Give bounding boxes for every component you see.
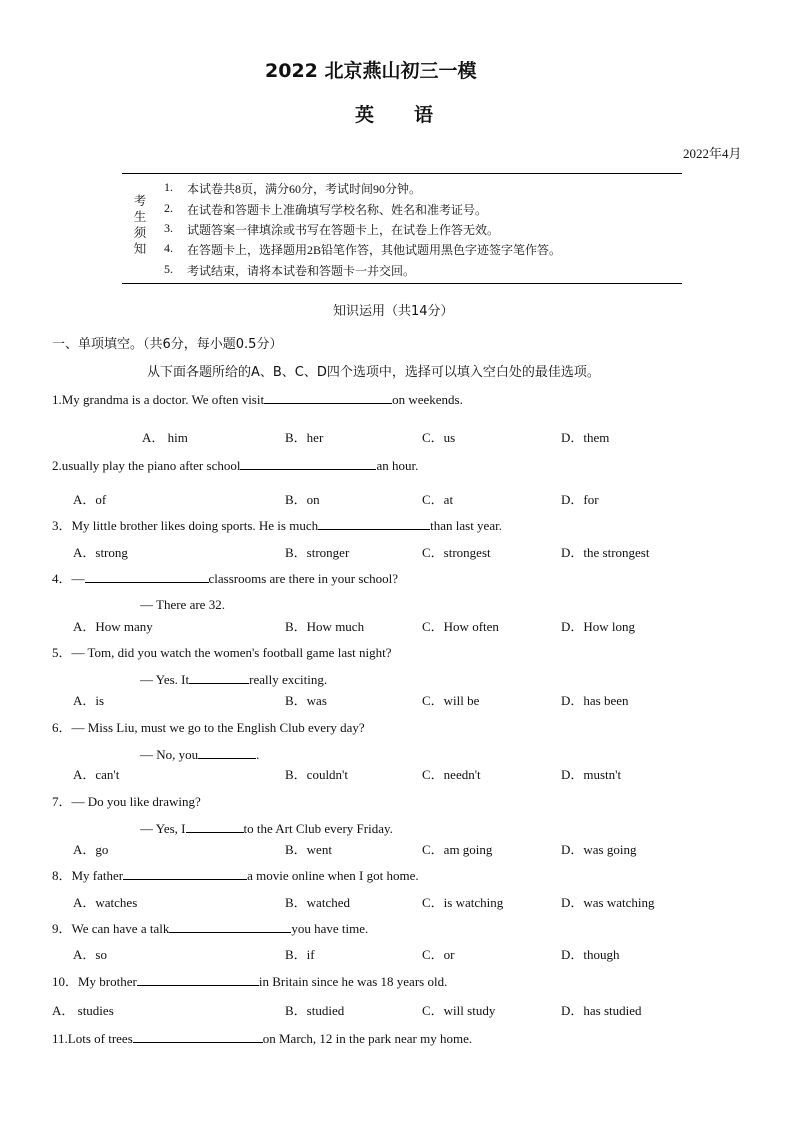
option-b: B．her (285, 430, 324, 445)
option-a: A．How many (73, 619, 153, 634)
option-c: C．am going (422, 842, 493, 857)
option-b: B．on (285, 492, 320, 507)
option-d: D．the strongest (561, 545, 650, 560)
answer-blank (133, 1030, 263, 1043)
answer-blank (123, 867, 247, 880)
instruction-item: 3. (164, 221, 173, 235)
option-d: D．was going (561, 842, 637, 857)
option-b: B．stronger (285, 545, 350, 560)
option-a: A．is (73, 693, 105, 708)
question-stem: 1.My grandma is a doctor. We often visit on weekends. (52, 392, 463, 407)
subject-title: 英语 (355, 104, 474, 126)
instruction-text: 试题答案一律填涂或书写在答题卡上，在试卷上作答无效。 (187, 223, 500, 237)
option-b: B．studied (285, 1003, 345, 1018)
top-divider (122, 173, 682, 174)
option-d: D．mustn't (561, 767, 622, 782)
question-stem: 3．My little brother likes doing sports. He is much than last year. (52, 518, 502, 533)
part-direction: 从下面各题所给的A、B、C、D四个选项中，选择可以填入空白处的最佳选项。 (147, 365, 600, 380)
instructions-side-label: 考 生 须 知 (133, 194, 147, 256)
option-c: C．at (422, 492, 454, 507)
instruction-item: 1. (164, 180, 173, 194)
option-a: A．watches (73, 895, 138, 910)
question-stem: 4．— classrooms are there in your school? (52, 571, 399, 586)
exam-date: 2022年4月 (683, 146, 742, 161)
question-stem: 7．— Do you like drawing? (52, 794, 201, 809)
answer-blank (169, 920, 291, 933)
instruction-item: 5. (164, 262, 173, 276)
answer-blank (264, 391, 392, 404)
option-b: B．if (285, 947, 315, 962)
option-b: B．went (285, 842, 332, 857)
option-a: A．go (73, 842, 109, 857)
option-d: D．has studied (561, 1003, 642, 1018)
question-stem: 2.usually play the piano after school an hour. (52, 458, 419, 473)
instruction-item: 4. (164, 241, 173, 255)
instruction-text: 考试结束，请将本试卷和答题卡一并交回。 (187, 264, 416, 278)
page-title: 2022 北京燕山初三一模 (265, 60, 477, 82)
option-a: A． him (142, 430, 188, 445)
option-a: A．strong (73, 545, 128, 560)
question-reply: — No, you . (140, 747, 260, 762)
bottom-divider (122, 283, 682, 284)
option-c: C．strongest (422, 545, 491, 560)
option-d: D．has been (561, 693, 629, 708)
question-stem: 6．— Miss Liu, must we go to the English Club every day? (52, 720, 365, 735)
question-stem: 9．We can have a talk you have time. (52, 921, 369, 936)
option-a: A． studies (52, 1003, 114, 1018)
answer-blank (318, 517, 430, 530)
question-stem: 10．My brother in Britain since he was 18 years old. (52, 974, 448, 989)
option-b: B．couldn't (285, 767, 349, 782)
option-b: B．was (285, 693, 327, 708)
question-stem: 8．My father a movie online when I got home. (52, 868, 419, 883)
question-reply: — Yes, I to the Art Club every Friday. (140, 821, 393, 836)
instruction-text: 在答题卡上，选择题用2B铅笔作答，其他试题用黑色字迹签字笔作答。 (187, 243, 562, 257)
answer-blank (189, 671, 249, 684)
question-stem: 11.Lots of trees on March, 12 in the park near my home. (52, 1031, 473, 1046)
option-b: B．How much (285, 619, 365, 634)
answer-blank (137, 973, 259, 986)
answer-blank (85, 570, 209, 583)
option-b: B．watched (285, 895, 350, 910)
option-c: C．is watching (422, 895, 504, 910)
option-d: D．was watching (561, 895, 655, 910)
part-heading: 一、单项填空。（共6分，每小题0.5分） (52, 337, 283, 352)
option-a: A．of (73, 492, 107, 507)
instruction-text: 本试卷共8页，满分60分，考试时间90分钟。 (187, 182, 422, 196)
option-a: A．can't (73, 767, 120, 782)
option-c: C．us (422, 430, 456, 445)
instruction-item: 2. (164, 201, 173, 215)
question-stem: 5．— Tom, did you watch the women's football game last night? (52, 645, 392, 660)
question-reply: — There are 32. (140, 597, 225, 612)
option-d: D．for (561, 492, 599, 507)
option-c: C．or (422, 947, 455, 962)
answer-blank (198, 746, 256, 759)
option-c: C．will be (422, 693, 480, 708)
option-d: D．though (561, 947, 620, 962)
option-c: C．needn't (422, 767, 481, 782)
option-d: D．How long (561, 619, 636, 634)
section-title: 知识运用（共14分） (333, 304, 454, 319)
answer-blank (240, 457, 376, 470)
answer-blank (186, 820, 244, 833)
instruction-text: 在试卷和答题卡上准确填写学校名称、姓名和准考证号。 (187, 203, 488, 217)
option-d: D．them (561, 430, 610, 445)
option-c: C．will study (422, 1003, 496, 1018)
option-c: C．How often (422, 619, 499, 634)
question-reply: — Yes. It really exciting. (140, 672, 328, 687)
option-a: A．so (73, 947, 107, 962)
